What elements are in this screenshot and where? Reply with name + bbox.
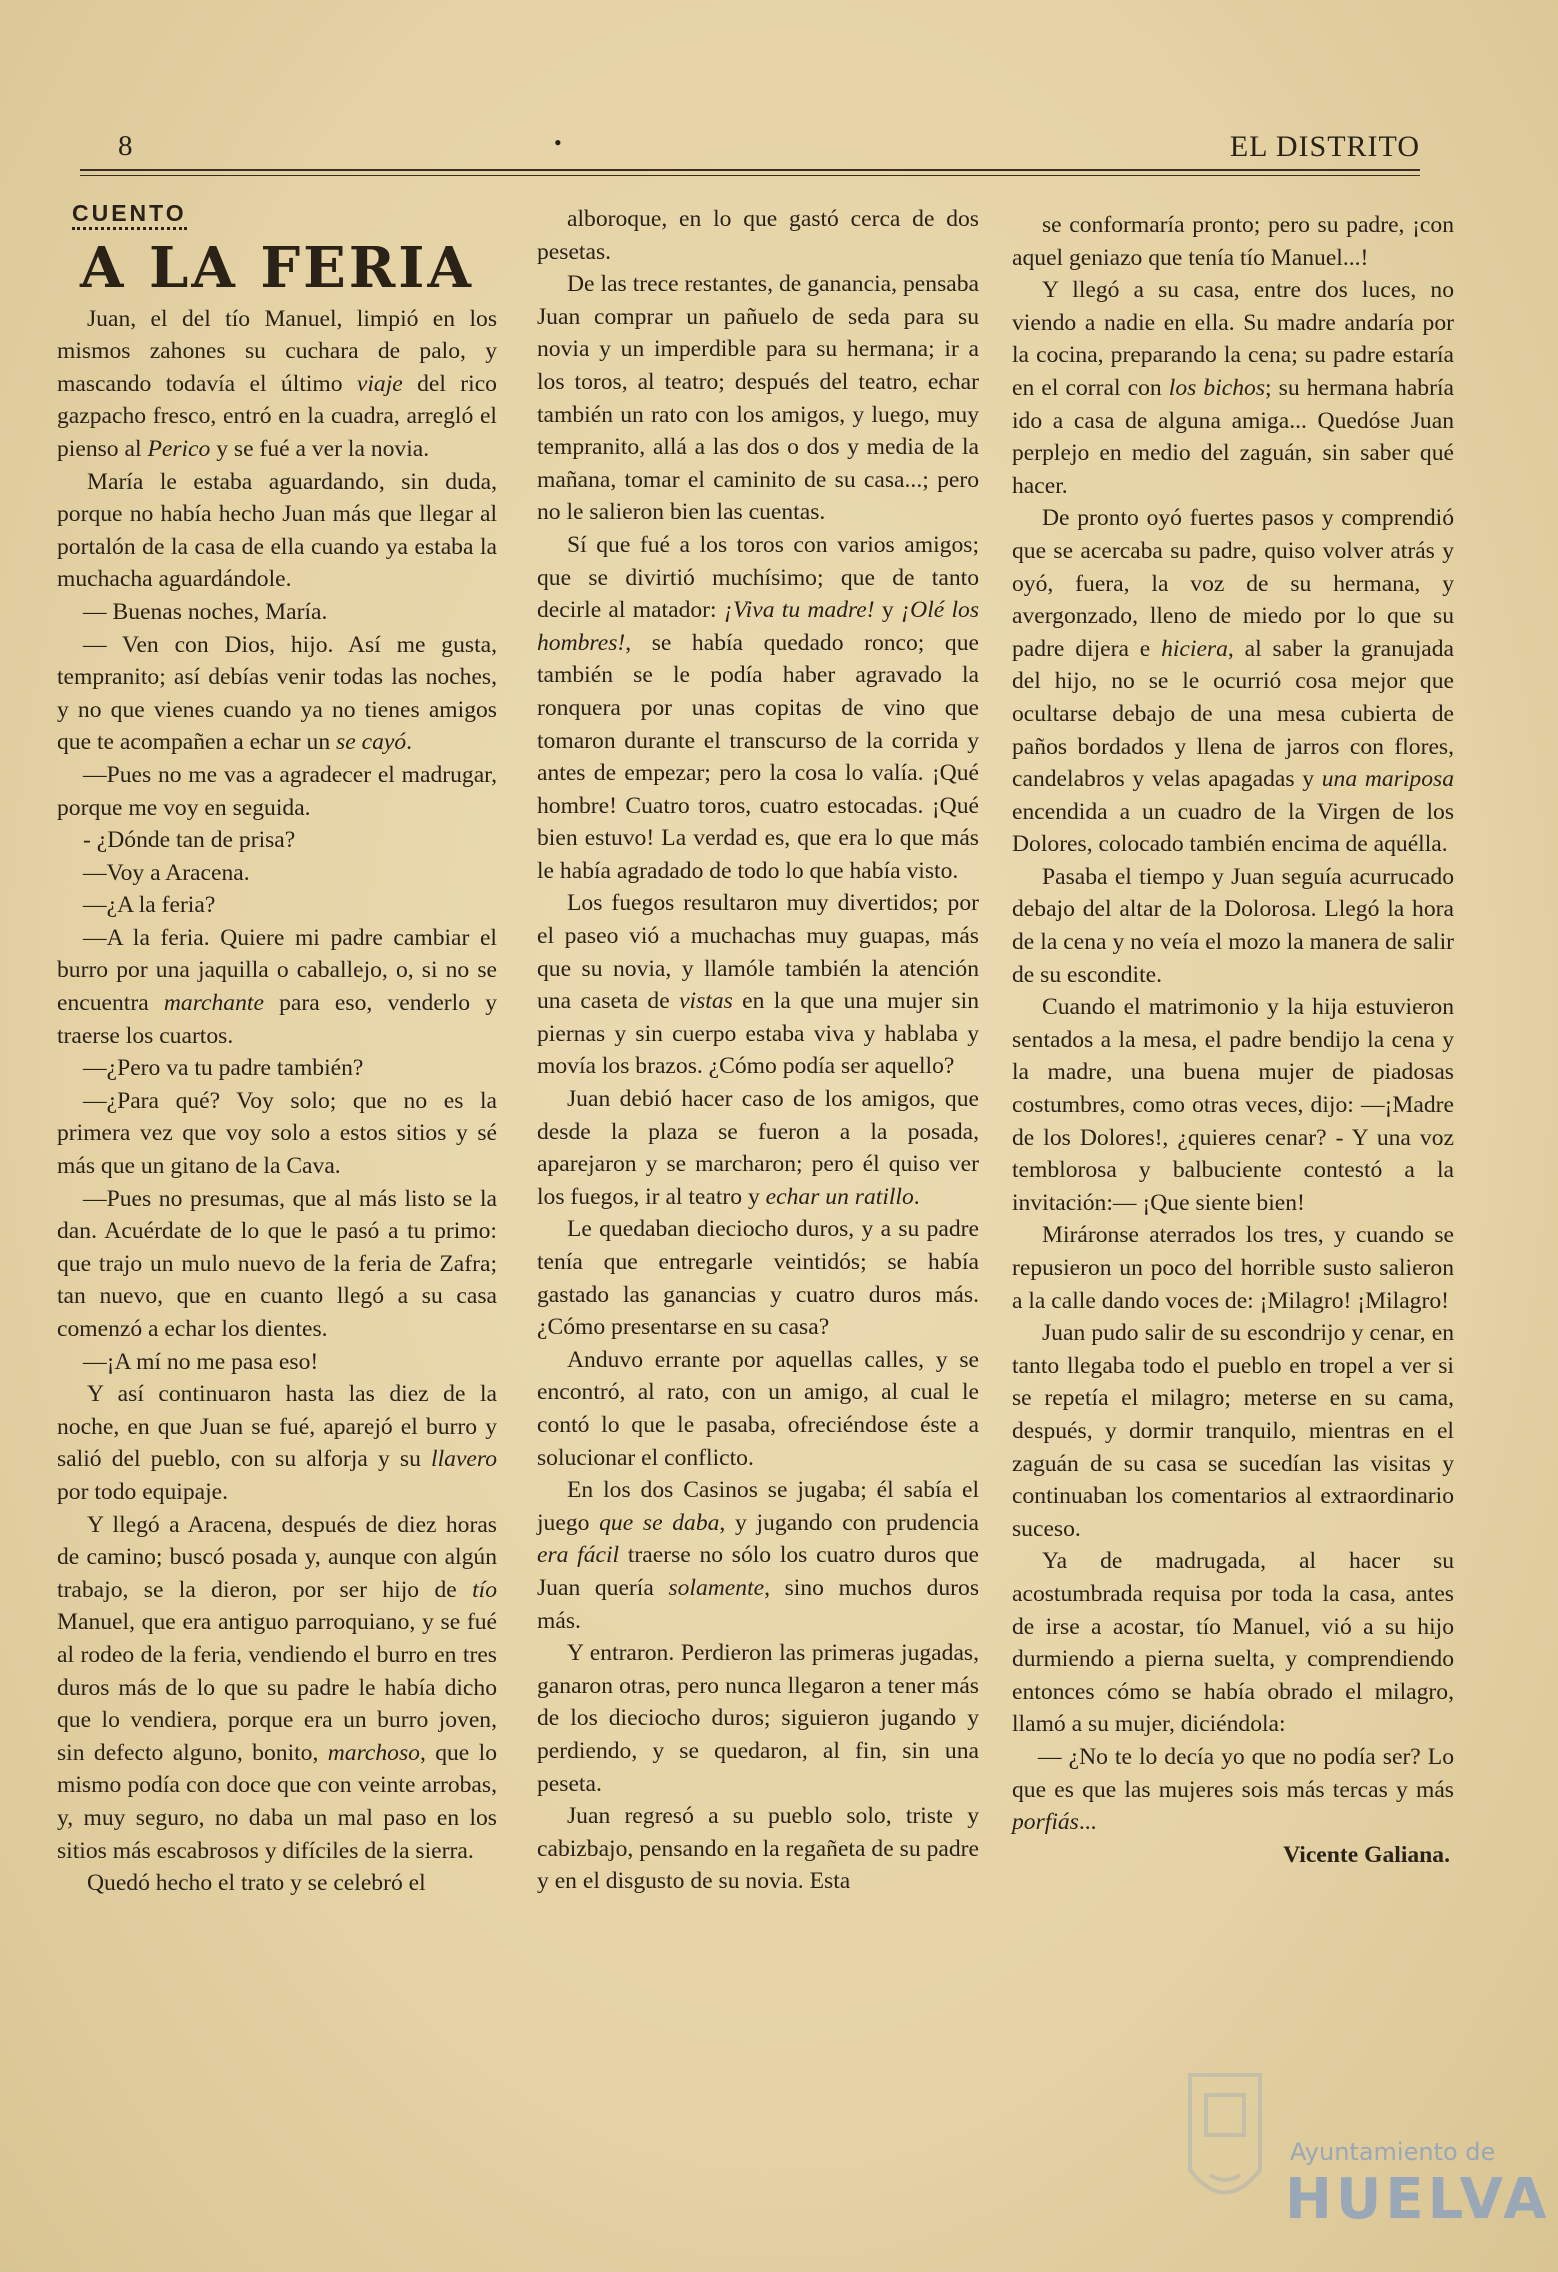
column-2-body: [537, 203, 979, 1898]
col1-paragraph: - ¿Dónde tan de prisa?: [83, 827, 296, 854]
col3-paragraph: Miráronse aterrados los tres, y cuando se repusieron un poco del horrible susto salieron a la calle dando voces de: ¡Milagro! ¡Milagro!: [1012, 1222, 1454, 1314]
section-kicker: CUENTO: [72, 201, 187, 230]
col2-paragraph: Sí que fué a los toros con varios amigos; que se divirtió muchísimo; que de tanto decirle al matador: ¡Viva tu madre! y ¡Olé los hombres!, se había quedado ronco; que también se le podía haber agravado la ronquera por unas copitas de vino que tomaron durante el transcurso de la corrida y antes de empezar; pero la cosa lo valía. ¡Qué hombre! Cuatro toros, cuatro estocadas. ¡Qué bien estuvo! La verdad es, que era lo que más le había agradado de todo lo que había visto.: [537, 531, 980, 884]
col1-paragraph: María le estaba aguardando, sin duda, porque no había hecho Juan más que llegar al portalón de la casa de ella cuando ya estaba la muchacha aguardándole.: [57, 468, 497, 593]
header-separator: •: [554, 130, 562, 155]
header-rule: [80, 169, 1420, 171]
col2-paragraph: alboroque, en lo que gastó cerca de dos pesetas.: [537, 206, 979, 265]
col3-paragraph: De pronto oyó fuertes pasos y comprendió que se acercaba su padre, quiso volver atrás y oyó, fuera, la voz de su hermana, y avergonzado, lleno de miedo por lo que su padre dijera e hiciera, al saber la granujada del hijo, no se le ocurrió cosa mejor que ocultarse debajo de una mesa cubierta de paños bordados y llena de jarros con flores, candelabros y velas apagadas y una mariposa encendida a un cuadro de la Virgen de los Dolores, colocado también encima de aquélla.: [1012, 505, 1454, 858]
col1-paragraph: —¿A la feria?: [83, 892, 216, 919]
col3-paragraph: Juan pudo salir de su escondrijo y cenar, en tanto llegaba todo el pueblo en tropel a ver si se repetía el milagro; meterse en su cama, después, y dormir tranquilo, mientras en el zaguán de su casa se sucedían las visitas y continuaban los comentarios al extraordinario suceso.: [1012, 1320, 1454, 1542]
column-3-body: [1012, 209, 1454, 1839]
col1-paragraph: — Buenas noches, María.: [83, 598, 328, 625]
col3-paragraph: Pasaba el tiempo y Juan seguía acurrucado debajo del altar de la Dolorosa. Llegó la hora de la cena y no veía el mozo la manera de salir de su escondite.: [1012, 863, 1454, 988]
col1-paragraph: —¿Pero va tu padre también?: [83, 1055, 364, 1082]
col1-paragraph: Y llegó a Aracena, después de diez horas de camino; buscó posada y, aunque con algún trabajo, se la dieron, por ser hijo de tío Manuel, que era antiguo parroquiano, y se fué al rodeo de la feria, vendiendo el burro en tres duros más de lo que su padre le había dicho que lo vendiera, porque era un burro joven, sin defecto alguno, bonito, marchoso, que lo mismo podía con doce que con veinte arrobas, y, muy seguro, no daba un mal paso en los sitios más escabrosos y difíciles de la sierra.: [57, 1511, 497, 1864]
watermark-line-2: HUELVA: [1285, 2167, 1551, 2232]
column-3: [1012, 209, 1454, 1871]
col1-paragraph: —Pues no me vas a agradecer el madrugar, porque me voy en seguida.: [57, 761, 497, 821]
col1-paragraph: —A la feria. Quiere mi padre cambiar el burro por una jaquilla o caballejo, o, si no se encuentra marchante para eso, venderlo y traerse los cuartos.: [57, 924, 497, 1049]
col1-paragraph: Quedó hecho el trato y se celebró el: [87, 1870, 426, 1897]
col1-paragraph: — Ven con Dios, hijo. Así me gusta, tempranito; así debías venir todas las noches, y no que vienes cuando ya no tienes amigos que te acompañen a echar un se cayó.: [57, 631, 497, 756]
header-rule-thin: [80, 175, 1420, 176]
col2-paragraph: Juan debió hacer caso de los amigos, que desde la plaza se fueron a la posada, aparejaron y se marcharon; pero él quiso ver los fuegos, ir al teatro y echar un ratillo.: [537, 1086, 979, 1210]
col1-paragraph: Juan, el del tío Manuel, limpió en los mismos zahones su cuchara de palo, y mascando todavía el último viaje del rico gazpacho fresco, entró en la cuadra, arregló el pienso al Perico y se fué a ver la novia.: [57, 305, 497, 462]
col3-paragraph: Cuando el matrimonio y la hija estuvieron sentados a la mesa, el padre bendijo la cena y la madre, una buena mujer de piadosas costumbres, como otras veces, dijo: —¡Madre de los Dolores!, ¿quieres cenar? - Y una voz temblorosa y balbuciente contestó a la invitación:— ¡Que siente bien!: [1012, 994, 1454, 1216]
col1-paragraph: —¡A mí no me pasa eso!: [83, 1348, 319, 1375]
col1-paragraph: Y así continuaron hasta las diez de la noche, en que Juan se fué, aparejó el burro y salió del pueblo, con su alforja y su llavero por todo equipaje.: [57, 1381, 497, 1505]
col1-paragraph: —¿Para qué? Voy solo; que no es la primera vez que voy solo a estos sitios y sé más que un gitano de la Cava.: [57, 1087, 497, 1180]
col3-paragraph: Ya de madrugada, al hacer su acostumbrada requisa por toda la casa, antes de irse a acostar, tío Manuel, vió a su hijo durmiendo a pierna suelta, y comprendiendo entonces cómo se había obrado el milagro, llamó a su mujer, diciéndola:: [1012, 1548, 1454, 1738]
column-1: [57, 198, 497, 1900]
col2-paragraph: Los fuegos resultaron muy divertidos; por el paseo vió a muchachas muy guapas, más que su novia, y llamóle también la atención una caseta de vistas en la que una mujer sin piernas y sin cuerpo estaba viva y hablaba y movía los brazos. ¿Cómo podía ser aquello?: [537, 890, 979, 1080]
col1-paragraph: —Voy a Aracena.: [83, 859, 250, 886]
col2-paragraph: De las trece restantes, de ganancia, pensaba Juan comprar un pañuelo de seda para su novia y un imperdible para su hermana; ir a los toros, al teatro; después del teatro, echar también un rato con los amigos, y luego, muy tempranito, allá a las dos o dos y media de la mañana, tomar el caminito de su casa...; pero no le salieron bien las cuentas.: [537, 271, 979, 526]
article-title: A LA FERIA: [80, 234, 474, 301]
journal-title: EL DISTRITO: [1229, 130, 1420, 163]
col2-paragraph: En los dos Casinos se jugaba; él sabía el juego que se daba, y jugando con prudencia era fácil traerse no sólo los cuatro duros que Juan quería solamente, sino muchos duros más.: [537, 1477, 980, 1634]
col3-paragraph: — ¿No te lo decía yo que no podía ser? Lo que es que las mujeres sois más tercas y más porfiás...: [1012, 1743, 1454, 1836]
col2-paragraph: Le quedaban dieciocho duros, y a su padre tenía que entregarle veintidós; se había gastado las ganancias y cuatro duros más. ¿Cómo presentarse en su casa?: [537, 1216, 979, 1341]
col3-paragraph: se conformaría pronto; pero su padre, ¡con aquel geniazo que tenía tío Manuel...!: [1012, 212, 1454, 271]
page-header: [80, 130, 1420, 170]
author-signature: Vicente Galiana.: [1283, 1841, 1450, 1868]
column-2: [537, 203, 979, 1898]
col2-paragraph: Y entraron. Perdieron las primeras jugadas, ganaron otras, pero nunca llegaron a tener más de los dieciocho duros; siguieron jugando y perdiendo, y se quedaron, al fin, sin una peseta.: [537, 1640, 979, 1797]
column-1-body: [57, 303, 497, 1900]
watermark-line-1: Ayuntamiento de: [1290, 2138, 1496, 2166]
col2-paragraph: Anduvo errante por aquellas calles, y se encontró, al rato, con un amigo, al cual le contó lo que le pasaba, ofreciéndose éste a solucionar el conflicto.: [537, 1346, 979, 1471]
col3-paragraph: Y llegó a su casa, entre dos luces, no viendo a nadie en ella. Su madre andaría por la cocina, preparando la cena; su padre estaría en el corral con los bichos; su hermana habría ido a casa de alguna amiga... Quedóse Juan perplejo en medio del zaguán, sin saber qué hacer.: [1012, 277, 1454, 499]
col1-paragraph: —Pues no presumas, que al más listo se la dan. Acuérdate de lo que le pasó a tu primo: que trajo un mulo nuevo de la feria de Zafra; tan nuevo, que en cuanto llegó a su casa comenzó a echar los dientes.: [57, 1185, 497, 1342]
col2-paragraph: Juan regresó a su pueblo solo, triste y cabizbajo, pensando en la regañeta de su padre y en el disgusto de su novia. Esta: [537, 1803, 979, 1895]
page-number: 8: [118, 130, 133, 162]
